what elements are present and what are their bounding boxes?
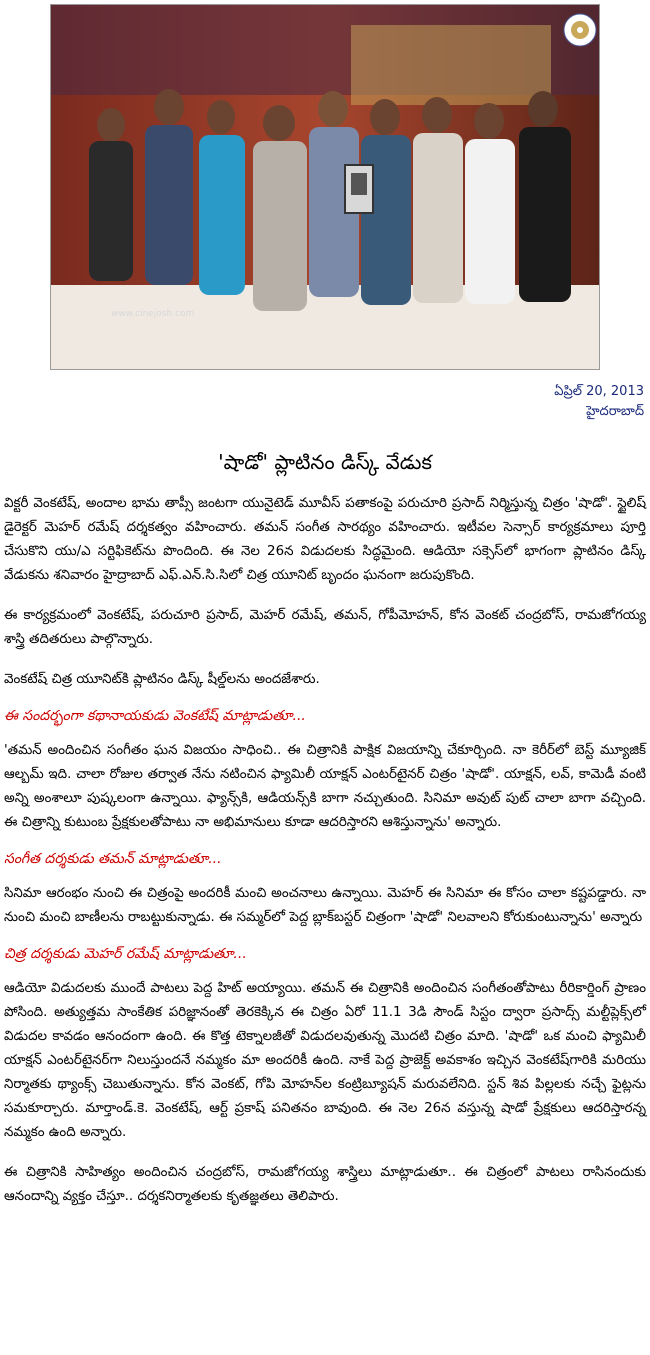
paragraph-venkatesh-quote: 'తమన్ అందించిన సంగీతం ఘన విజయం సాధించి.. ఈ చిత్రానికి పాక్షిక విజయాన్ని చేకూర్చింది. నా కెరీర్‌లో బెస్ట్ మ్యూజిక్ ఆల్బమ్ ఇది. చాలా రోజుల తర్వాత నేను నటించిన ఫ్యామిలీ యాక్షన్ ఎంటర్‌టైనర్ చిత్రం 'షాడో'. యాక్షన్, లవ్, కామెడీ వంటి అన్ని అంశాలూ పుష్కలంగా ఉన్నాయి. ఫ్యాన్స్‌కి, ఆడియన్స్‌కి బాగా నచ్చుతుంది. సినిమా అవుట్ పుట్ చాలా బాగా వచ్చింది. ఈ చిత్రాన్ని కుటుంబ ప్రేక్షకులతోపాటు నా అభిమానులు కూడా ఆదరిస్తారని ఆశిస్తున్నాను' అన్నారు. bbox=[4, 743, 646, 830]
article-date: ఏప్రిల్ 20, 2013 bbox=[554, 384, 644, 399]
paragraph-shields: వెంకటేష్ చిత్ర యూనిట్‌కి ప్లాటినం డిస్క్ షీల్డ్‌లను అందజేశారు. bbox=[4, 672, 320, 687]
subheading-thaman: సంగీత దర్శకుడు తమన్ మాట్లాడుతూ... bbox=[4, 851, 222, 867]
disc-logo-icon bbox=[563, 13, 597, 47]
paragraph-intro: విక్టరీ వెంకటేష్, అందాల భామ తాప్సీ జంటగా యునైటెడ్ మూవీస్ పతాకంపై పరుచూరి ప్రసాద్ నిర్మిస్తున్న చిత్రం 'షాడో'. స్టైలిష్ డైరెక్టర్ మెహర్ రమేష్ దర్శకత్వం వహించారు. తమన్ సంగీత సారథ్యం వహించారు. ఇటీవల సెన్సార్ కార్యక్రమాలు పూర్తి చేసుకొని యు/ఎ సర్టిఫికెట్‌ను పొందింది. ఈ నెల 26న విడుదలకు సిద్ధమైంది. ఆడియో సక్సెస్‌లో భాగంగా ప్లాటినం డిస్క్ వేడుకను శనివారం హైద్రాబాద్ ఎఫ్.ఎన్.సి.సిలో చిత్ర యూనిట్ బృందం ఘనంగా జరుపుకొంది. bbox=[4, 496, 646, 583]
photo-watermark: www.cinejosh.com bbox=[111, 309, 195, 319]
article-body bbox=[4, 492, 646, 1225]
article-headline: 'షాడో' ప్లాటినం డిస్క్ వేడుక bbox=[218, 450, 432, 474]
paragraph-thaman-quote: సినిమా ఆరంభం నుంచి ఈ చిత్రంపై అందరికీ మంచి అంచనాలు ఉన్నాయి. మెహర్ ఈ సినిమా ఈ కోసం చాలా కష్టపడ్డారు. నా నుంచి మంచి బాణీలను రాబట్టుకున్నాడు. ఈ సమ్మర్‌లో పెద్ద బ్లాక్‌బస్టర్ చిత్రంగా 'షాడో' నిలవాలని కోరుకుంటున్నాను' అన్నారు bbox=[4, 886, 646, 925]
subheading-meher-ramesh: చిత్ర దర్శకుడు మెహర్ రమేష్ మాట్లాడుతూ... bbox=[4, 946, 247, 962]
paragraph-lyricists: ఈ చిత్రానికి సాహిత్యం అందించిన చంద్రబోస్, రామజోగయ్య శాస్త్రిలు మాట్లాడుతూ.. ఈ చిత్రంలో పాటలు రాసినందుకు ఆనందాన్ని వ్యక్తం చేస్తూ.. దర్శకనిర్మాతలకు కృతజ్ఞతలు తెలిపారు. bbox=[4, 1165, 646, 1204]
event-photo bbox=[50, 4, 600, 370]
article-location: హైదరాబాద్ bbox=[586, 404, 644, 419]
paragraph-attendees: ఈ కార్యక్రమంలో వెంకటేష్, పరుచూరి ప్రసాద్, మెహర్ రమేష్, తమన్, గోపీమోహన్, కోన వెంకట్ చంద్రబోస్, రామజోగయ్య శాస్త్రి తదితరులు పాల్గొన్నారు. bbox=[4, 608, 646, 647]
paragraph-meher-ramesh-quote: ఆడియో విడుదలకు ముందే పాటలు పెద్ద హిట్ అయ్యాయి. తమన్ ఈ చిత్రానికి అందించిన సంగీతంతోపాటు రీరికార్డింగ్ ప్రాణం పోసింది. అత్యుత్తమ సాంకేతిక పరిజ్ఞానంతో తెరకెక్కిన ఈ చిత్రం ఏరో 11.1 3డి సౌండ్ సిస్టం ద్వారా ప్రసాద్స్ మల్టీప్లెక్స్‌లో విడుదల కావడం ఆనందంగా ఉంది. ఈ కొత్త టెక్నాలజీతో విడుదలవుతున్న మొదటి చిత్రం మాది. 'షాడో' ఒక మంచి ఫ్యామిలీ యాక్షన్ ఎంటర్‌టైనర్‌గా నిలుస్తుందనే నమ్మకం మా అందరికీ ఉంది. నాకే పెద్ద ప్రాజెక్ట్ అవకాశం ఇచ్చిన వెంకటేష్‌గారికి మరియు నిర్మాతకు థ్యాంక్స్ చెబుతున్నాను. కోన వెంకట్, గోపి మోహన్‌ల కంట్రిబ్యూషన్ మరువలేనిది. స్టన్ శివ పిల్లలకు నచ్చే ఫైట్లను సమకూర్చారు. మార్తాండ్.కె. వెంకటేష్, ఆర్ట్ ప్రకాష్ పనితనం బావుంది. ఈ నెల 26న వస్తున్న షాడో ప్రేక్షకులు ఆదరిస్తారన్న నమ్మకం ఉంది అన్నారు. bbox=[4, 981, 646, 1140]
subheading-venkatesh: ఈ సందర్భంగా కథానాయకుడు వెంకటేష్ మాట్లాడుతూ... bbox=[4, 708, 306, 724]
